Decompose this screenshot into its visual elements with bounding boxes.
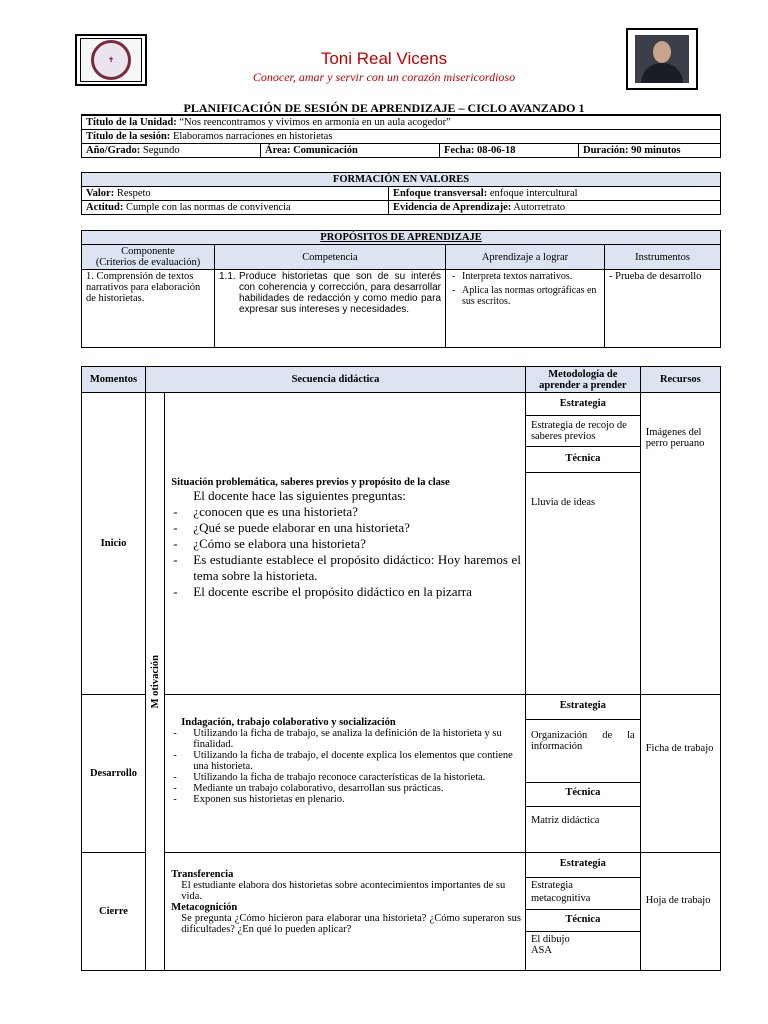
desarrollo-item: - Utilizando la ficha de trabajo reconoce características de la historieta.	[171, 772, 521, 783]
cierre-strategy: Estrategia metacognitiva	[526, 878, 640, 910]
col-competence: Competencia	[215, 245, 446, 270]
evidence-cell: Evidencia de Aprendizaje: Autorretrato	[389, 201, 721, 215]
inicio-heading: Situación problemática, saberes previos y propósito de la clase	[171, 477, 450, 488]
cierre-method	[525, 853, 640, 971]
inicio-intro: El docente hace las siguientes preguntas:	[193, 488, 406, 503]
cierre-strategy-label: Estrategia	[526, 853, 640, 878]
session-row: Título de la sesión: Elaboramos narraciones en historietas	[82, 130, 721, 144]
desarrollo-sequence	[165, 695, 526, 853]
values-table	[81, 172, 721, 215]
school-name: Toni Real Vicens	[320, 49, 448, 68]
col-learning: Aprendizaje a lograr	[446, 245, 605, 270]
desarrollo-item: - Utilizando la ficha de trabajo, el docente explica los elementos que contiene una historieta.	[171, 750, 521, 772]
cierre-metacognition-text: Se pregunta ¿Cómo hicieron para elaborar una historieta? ¿Cómo superaron sus dificultades? ¿En qué lo pueden aplicar?	[181, 913, 521, 935]
cierre-resources: Hoja de trabajo	[640, 853, 720, 971]
purposes-table	[81, 230, 721, 348]
date-cell: Fecha: 08-06-18	[440, 144, 579, 158]
col-method: Metodología de aprender a prender	[525, 367, 640, 393]
duration-cell: Duración: 90 minutos	[579, 144, 721, 158]
inicio-item: - Es estudiante establece el propósito didáctico: Hoy haremos el tema sobre la historieta.	[171, 552, 521, 584]
grade-cell: Año/Grado: Segundo	[82, 144, 261, 158]
competence-cell: 1.1. Produce historietas que son de su interés con coherencia y corrección, para desarrollar habilidades de redacción y como medio para expresar sus intereses y necesidades.	[215, 270, 446, 348]
school-motto: Conocer, amar y servir con un corazón misericordioso	[252, 70, 516, 84]
desarrollo-heading: Indagación, trabajo colaborativo y socialización	[181, 717, 396, 728]
purposes-title: PROPÓSITOS DE APRENDIZAJE	[82, 231, 721, 245]
col-component: Componente (Criterios de evaluación)	[82, 245, 215, 270]
cierre-heading-metacognition: Metacognición	[171, 902, 238, 913]
inicio-resources: Imágenes del perro peruano	[640, 393, 720, 695]
inicio-technique: Lluvia de ideas	[530, 497, 596, 508]
inicio-strategy-label: Estrategia	[526, 393, 640, 416]
desarrollo-technique: Matriz didáctica	[530, 815, 600, 826]
document-title: PLANIFICACIÓN DE SESIÓN DE APRENDIZAJE – CICLO AVANZADO 1	[183, 101, 585, 115]
learning-item: - Interpreta textos narrativos.	[450, 271, 600, 282]
desarrollo-strategy-label: Estrategia	[526, 695, 640, 720]
desarrollo-resources: Ficha de trabajo	[640, 695, 720, 853]
area-cell: Área: Comunicación	[261, 144, 440, 158]
inicio-item: - El docente escribe el propósito didáctico en la pizarra	[171, 584, 521, 600]
moment-desarrollo: Desarrollo	[82, 695, 146, 853]
col-sequence: Secuencia didáctica	[146, 367, 526, 393]
inicio-technique-label: Técnica	[526, 447, 640, 473]
desarrollo-item: - Mediante un trabajo colaborativo, desarrollan sus prácticas.	[171, 783, 521, 794]
cierre-technique-label: Técnica	[526, 910, 640, 932]
motivation-column	[146, 393, 165, 971]
moment-inicio: Inicio	[82, 393, 146, 695]
sequence-table	[81, 366, 721, 971]
desarrollo-strategy: Organización de la información	[526, 720, 640, 783]
portrait-photo	[635, 35, 689, 83]
portrait-frame	[626, 28, 698, 90]
unit-row: Título de la Unidad: “Nos reencontramos y vivimos en armonía en un aula acogedor”	[82, 115, 721, 130]
component-text: 1. Comprensión de textos narrativos para elaboración de historietas.	[82, 270, 215, 348]
learning-cell	[446, 270, 605, 348]
school-seal-icon: ✝	[91, 40, 131, 80]
cierre-sequence	[165, 853, 526, 971]
cierre-technique-drawing: El dibujo	[530, 934, 570, 946]
inicio-method	[525, 393, 640, 695]
cierre-technique	[526, 932, 640, 958]
desarrollo-item: - Exponen sus historietas en plenario.	[171, 794, 521, 805]
desarrollo-item: - Utilizando la ficha de trabajo, se analiza la definición de la historieta y su finalidad.	[171, 728, 521, 750]
inicio-strategy: Estrategia de recojo de saberes previos	[526, 416, 640, 447]
inicio-sequence	[165, 393, 526, 695]
col-resources: Recursos	[640, 367, 720, 393]
learning-item: - Aplica las normas ortográficas en sus escritos.	[450, 285, 600, 307]
cierre-transfer-text: El estudiante elabora dos historietas sobre acontecimientos importantes de su vida.	[181, 880, 506, 902]
values-title: FORMACIÓN EN VALORES	[82, 173, 721, 187]
inicio-item: - ¿conocen que es una historieta?	[171, 504, 521, 520]
inicio-item: - ¿Qué se puede elaborar en una historieta?	[171, 520, 521, 536]
col-instruments: Instrumentos	[605, 245, 721, 270]
attitude-cell: Actitud: Cumple con las normas de convivencia	[82, 201, 389, 215]
desarrollo-method	[525, 695, 640, 853]
inicio-item: - ¿Cómo se elabora una historieta?	[171, 536, 521, 552]
approach-cell: Enfoque transversal: enfoque intercultural	[389, 187, 721, 201]
school-logo	[75, 34, 147, 86]
col-moments: Momentos	[82, 367, 146, 393]
motivation-label: M otivación	[149, 654, 161, 709]
desarrollo-technique-label: Técnica	[526, 783, 640, 807]
moment-cierre: Cierre	[82, 853, 146, 971]
value-cell: Valor: Respeto	[82, 187, 389, 201]
cierre-heading-transfer: Transferencia	[171, 869, 234, 880]
instruments-text: - Prueba de desarrollo	[605, 270, 721, 348]
info-table	[81, 114, 721, 158]
cierre-technique-asa: ASA	[530, 945, 552, 957]
